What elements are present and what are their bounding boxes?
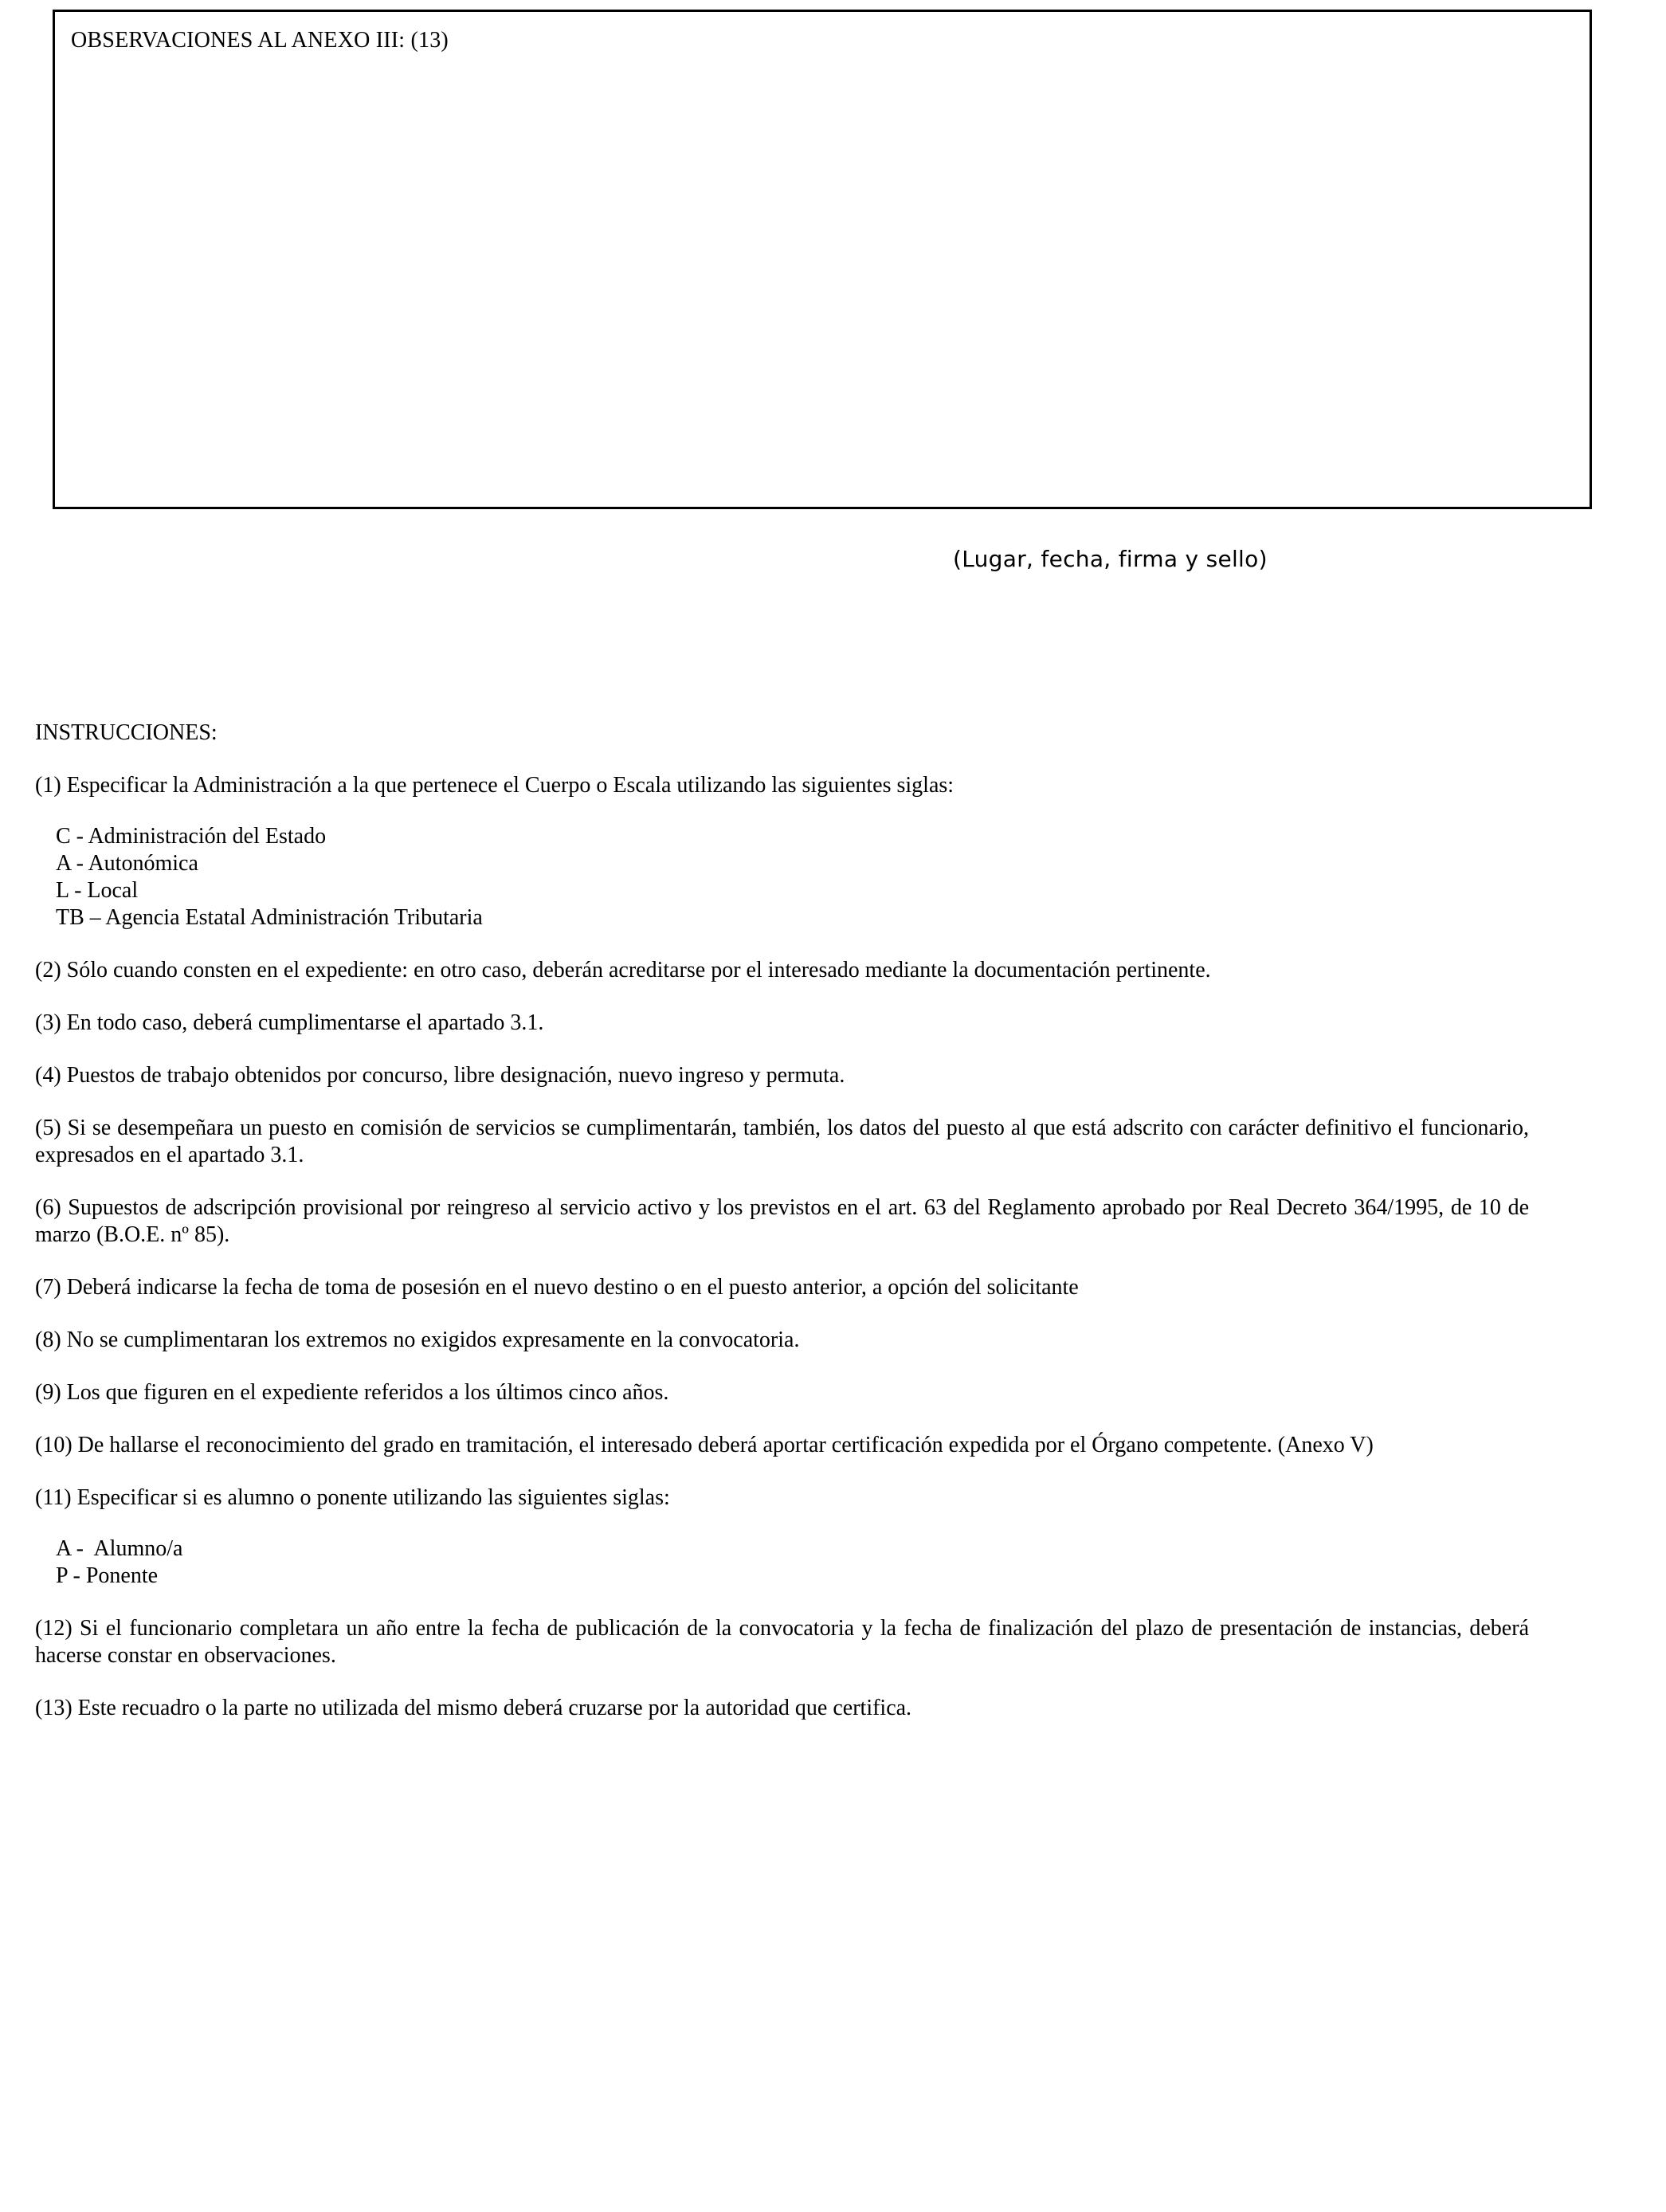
instruction-item-1: (1) Especificar la Administración a la que pertenece el Cuerpo o Escala utilizando las siguientes siglas: xyxy=(35,773,955,798)
instruction-item-9: (9) Los que figuren en el expediente referidos a los últimos cinco años. xyxy=(35,1380,669,1405)
instruction-item-11: (11) Especificar si es alumno o ponente utilizando las siguientes siglas: xyxy=(35,1485,670,1510)
code-item: C - Administración del Estado xyxy=(56,824,327,849)
code-item: P - Ponente xyxy=(56,1563,159,1588)
code-item: A - Alumno/a xyxy=(56,1536,183,1561)
instruction-item-3: (3) En todo caso, deberá cumplimentarse el apartado 3.1. xyxy=(35,1010,544,1035)
instruction-item-6: (6) Supuestos de adscripción provisional por reingreso al servicio activo y los previstos en el art. 63 del Reglamento aprobado por Real Decreto 364/1995, de 10 de marzo (B.O.E. nº 85). xyxy=(35,1195,1529,1247)
instruction-item-7: (7) Deberá indicarse la fecha de toma de posesión en el nuevo destino o en el puesto anterior, a opción del solicitante xyxy=(35,1275,1079,1300)
instructions-section xyxy=(35,720,1529,1747)
administration-codes-list xyxy=(56,823,1529,931)
instruction-item-13: (13) Este recuadro o la parte no utilizada del mismo deberá cruzarse por la autoridad que certifica. xyxy=(35,1696,912,1720)
code-item: TB – Agencia Estatal Administración Tributaria xyxy=(56,905,483,930)
code-item: L - Local xyxy=(56,878,139,903)
code-item: A - Autonómica xyxy=(56,851,198,876)
signature-caption: (Lugar, fecha, firma y sello) xyxy=(953,546,1268,572)
instruction-item-10: (10) De hallarse el reconocimiento del grado en tramitación, el interesado deberá aportar certificación expedida por el Órgano competente. (Anexo V) xyxy=(35,1433,1374,1457)
instructions-heading: INSTRUCCIONES: xyxy=(35,720,218,745)
instruction-item-4: (4) Puestos de trabajo obtenidos por concurso, libre designación, nuevo ingreso y permuta. xyxy=(35,1063,845,1088)
observations-title: OBSERVACIONES AL ANEXO III: (13) xyxy=(71,28,449,53)
instruction-item-12: (12) Si el funcionario completara un año entre la fecha de publicación de la convocatoria y la fecha de finalización del plazo de presentación de instancias, deberá hacerse constar en observaciones. xyxy=(35,1616,1529,1668)
instruction-item-8: (8) No se cumplimentaran los extremos no exigidos expresamente en la convocatoria. xyxy=(35,1328,800,1352)
participant-codes-list xyxy=(56,1535,1529,1590)
instruction-item-2: (2) Sólo cuando consten en el expediente: en otro caso, deberán acreditarse por el interesado mediante la documentación pertinente. xyxy=(35,958,1211,982)
instruction-item-5: (5) Si se desempeñara un puesto en comisión de servicios se cumplimentarán, también, los datos del puesto al que está adscrito con carácter definitivo el funcionario, expresados en el apartado 3.1. xyxy=(35,1116,1529,1167)
observations-box xyxy=(53,10,1592,509)
